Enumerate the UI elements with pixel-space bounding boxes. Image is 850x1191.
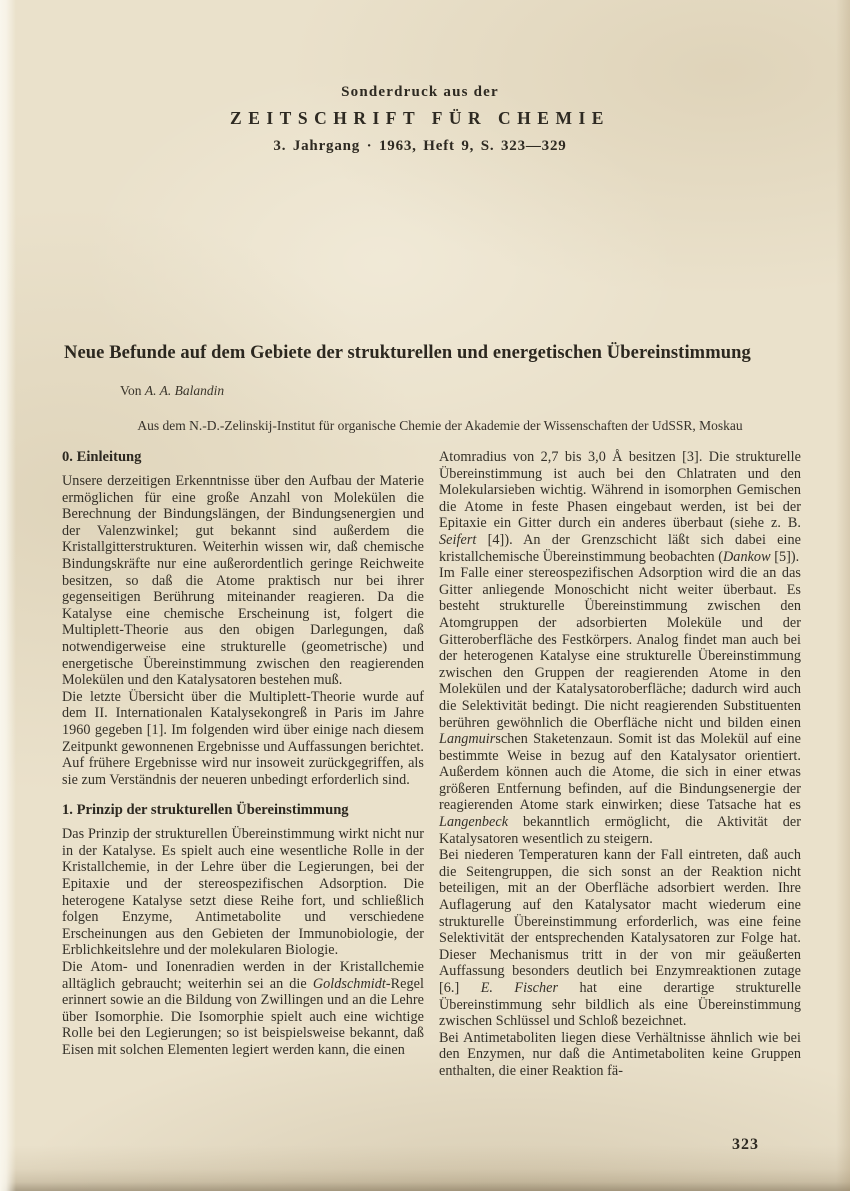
paragraph: Im Falle einer stereospezifischen Adsorption wird die an das Gitter anliegende Monoschicht nicht weiter überbaut. Es besteht strukturelle Übereinstimmung zwischen den Atomgruppen der adsorbierten Moleküle und der Gitteroberfläche des Festkörpers. Analog findet man auch bei der heterogenen Katalyse eine strukturelle Übereinstimmung zwischen den Gruppen der reagierenden Atome in den Molekülen und der Katalysatoroberfläche; dadurch wird auch die Selektivität bedingt. Die nicht reagierenden Substituenten berühren gewöhnlich die Oberfläche nicht und bilden einen Langmuirschen Staketenzaun. Somit ist das Molekül auf eine bestimmte Weise in bezug auf den Katalysator orientiert. Außerdem können auch die Atome, die sich in einer etwas größeren Entfernung befinden, auf die Bindungsenergie der reagierenden Atome stark einwirken; diese Tatsache hat es Langenbeck bekanntlich ermöglicht, die Aktivität der Katalysatoren wesentlich zu steigern. bbox=[439, 565, 801, 847]
offprint-note: Sonderdruck aus der bbox=[341, 84, 499, 100]
article-byline: Von A. A. Balandin bbox=[120, 383, 225, 398]
paragraph: Unsere derzeitigen Erkenntnisse über den Aufbau der Materie ermöglichen für eine große Anzahl von Molekülen die Berechnung der Bindungslängen, der Bindungsenergien und der Valenzwinkel; gut bekannt sind außerdem die Kristallgitterstrukturen. Weiterhin wissen wir, daß chemische Bindungskräfte nur eine außerordentlich geringe Reichweite besitzen, so daß die Atome praktisch nur bei ihrer gegenseitigen Berührung miteinander reagieren. Da die Katalyse eine chemische Erscheinung ist, folgert die Multiplett-Theorie aus den obigen Darlegungen, daß notwendigerweise eine strukturelle (geometrische) und energetische Übereinstimmung zwischen den reagierenden Molekülen und den Katalysatoren bestehen muß. bbox=[62, 473, 424, 689]
page-number: 323 bbox=[732, 1136, 759, 1153]
paragraph: Bei Antimetaboliten liegen diese Verhältnisse ähnlich wie bei den Enzymen, nur daß die Antimetaboliten keine Gruppen enthalten, die einer Reaktion fä- bbox=[439, 1029, 801, 1079]
paragraph: Atomradius von 2,7 bis 3,0 Å besitzen [3]. Die strukturelle Übereinstimmung ist auch bei den Chlatraten und den Molekularsieben wichtig. Während in isomorphen Gemischen die Atome in feste Phasen eingebaut werden, ist bei der Epitaxie ein Gitter durch ein anderes überbaut (siehe z. B. Seifert [4]). An der Grenzschicht läßt sich dabei eine kristallchemische Übereinstimmung beobachten (Dankow [5]). bbox=[439, 449, 801, 565]
journal-header bbox=[10, 84, 830, 155]
journal-name: ZEITSCHRIFT FÜR CHEMIE bbox=[230, 108, 610, 128]
issue-info: 3. Jahrgang · 1963, Heft 9, S. 323—329 bbox=[273, 138, 567, 154]
article-affiliation: Aus dem N.-D.-Zelinskij-Institut für organische Chemie der Akademie der Wissenschaften der UdSSR, Moskau bbox=[137, 418, 743, 433]
left-column bbox=[62, 449, 424, 1080]
two-column-body bbox=[62, 449, 802, 1080]
article-title: Neue Befunde auf dem Gebiete der strukturellen und energetischen Übereinstimmung bbox=[64, 343, 751, 363]
right-column bbox=[439, 449, 801, 1080]
paragraph: Das Prinzip der strukturellen Übereinstimmung wirkt nicht nur in der Katalyse. Es spielt auch eine wesentliche Rolle in der Kristallchemie, in der Lehre über die Legierungen, bei der Epitaxie und der stereospezifischen Adsorption. Die heterogene Katalyse setzt diese Reihe fort, und schließlich folgen Enzyme, Antimetabolite und verschiedene Erscheinungen aus den Gebieten der Immunobiologie, der Erblichkeitslehre und der molekularen Biologie. bbox=[62, 826, 424, 959]
paragraph: Die Atom- und Ionenradien werden in der Kristallchemie alltäglich gebraucht; weiterhin sei an die Goldschmidt-Regel erinnert sowie an die Bildung von Zwillingen und an die Lehre über Isomorphie. Die Isomorphie spielt auch eine wichtige Rolle bei den Legierungen; so ist beispielsweise bekannt, daß Eisen mit solchen Elementen legiert werden kann, die einen bbox=[62, 959, 424, 1058]
paragraph: Bei niederen Temperaturen kann der Fall eintreten, daß auch die Seitengruppen, die sich sonst an der Reaktion nicht beteiligen, mit an der Oberfläche adsorbiert werden. Ihre Auflagerung auf den Katalysator macht wiederum eine strukturelle Übereinstimmung erforderlich, was eine feine Selektivität der entsprechenden Katalysatoren zur Folge hat. Dieser Mechanismus tritt in der von mir geäußerten Auffassung besonders deutlich bei Enzymreaktionen zutage [6.] E. Fischer hat eine derartige strukturelle Übereinstimmung sehr bildlich als eine Übereinstimmung zwischen Schlüssel und Schloß bezeichnet. bbox=[439, 847, 801, 1030]
section-heading-einleitung: 0. Einleitung bbox=[62, 449, 142, 465]
section-heading-prinzip: 1. Prinzip der strukturellen Übereinstimmung bbox=[62, 802, 349, 819]
paragraph: Die letzte Übersicht über die Multiplett-Theorie wurde auf dem II. Internationalen Katalysekongreß in Paris im Jahre 1960 gegeben [1]. Im folgenden wird über einige nach diesem Zeitpunkt gewonnenen Ergebnisse und Auffassungen berichtet. Auf frühere Ergebnisse wird nur insoweit zurückgegriffen, als sie zum Verständnis der neueren unbedingt erforderlich sind. bbox=[62, 688, 424, 788]
